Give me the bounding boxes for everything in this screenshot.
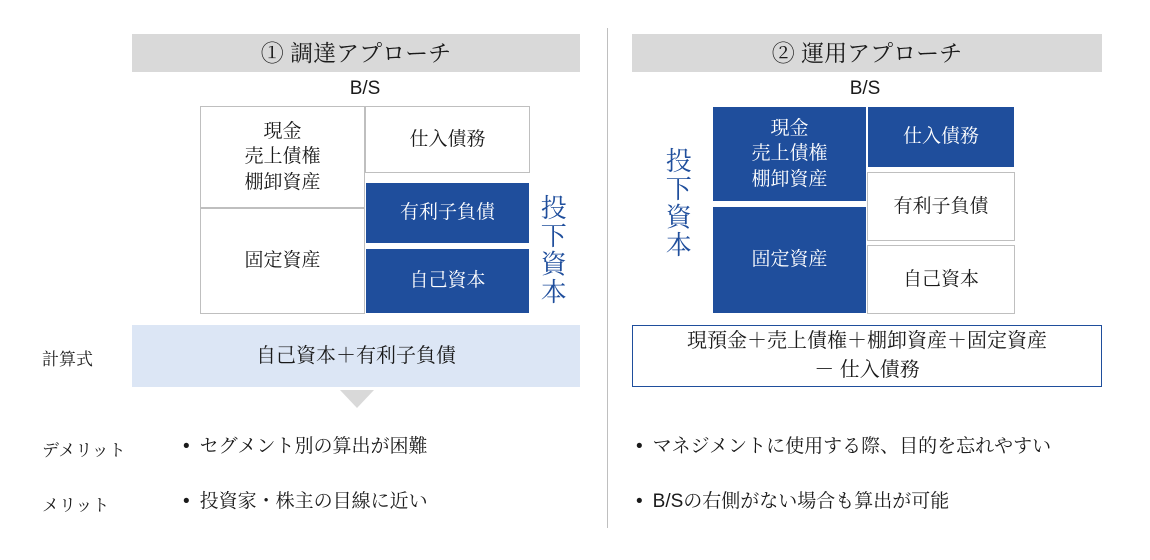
merit-item-left <box>183 489 583 516</box>
bs-label-left: B/S <box>349 78 381 99</box>
bullet-icon: • <box>183 436 190 457</box>
cell-interest-bearing-debt-left: 有利子負債 <box>365 182 530 244</box>
cell-current-assets-right: 現金 売上債権 棚卸資産 <box>712 106 867 202</box>
row-label-demerit: デメリット <box>42 441 126 460</box>
cell-fixed-assets-left: 固定資産 <box>200 208 365 314</box>
demerit-text-right: マネジメントに使用する際、目的を忘れやすい <box>652 436 1052 457</box>
merit-text-right: B/Sの右側がない場合も算出が可能 <box>652 491 950 512</box>
bullet-icon: • <box>636 491 643 512</box>
bullet-icon: • <box>183 491 190 512</box>
column-header-operation: ② 運用アプローチ <box>632 34 1102 72</box>
cell-fixed-assets-right: 固定資産 <box>712 206 867 314</box>
merit-text-left: 投資家・株主の目線に近い <box>199 491 428 512</box>
cell-interest-bearing-debt-right: 有利子負債 <box>867 172 1015 241</box>
down-arrow-icon <box>340 390 374 408</box>
cell-current-assets-left: 現金 売上債権 棚卸資産 <box>200 106 365 208</box>
bs-label-right: B/S <box>849 78 881 99</box>
column-header-procurement: ① 調達アプローチ <box>132 34 580 72</box>
row-label-merit: メリット <box>42 496 110 515</box>
column-divider <box>607 28 608 528</box>
merit-item-right <box>636 489 1106 516</box>
bullet-icon: • <box>636 436 643 457</box>
cell-equity-left: 自己資本 <box>365 248 530 314</box>
cell-payables-right: 仕入債務 <box>867 106 1015 168</box>
demerit-text-left: セグメント別の算出が困難 <box>199 436 428 457</box>
row-label-formula: 計算式 <box>42 350 93 369</box>
cell-payables-left: 仕入債務 <box>365 106 530 173</box>
invested-capital-label-right: 投下資本 <box>662 147 693 259</box>
invested-capital-label-left: 投下資本 <box>537 194 568 306</box>
formula-box-left: 自己資本＋有利子負債 <box>132 325 580 387</box>
cell-equity-right: 自己資本 <box>867 245 1015 314</box>
formula-box-right: 現預金＋売上債権＋棚卸資産＋固定資産 － 仕入債務 <box>632 325 1102 387</box>
demerit-item-right <box>636 434 1106 461</box>
demerit-item-left <box>183 434 583 461</box>
